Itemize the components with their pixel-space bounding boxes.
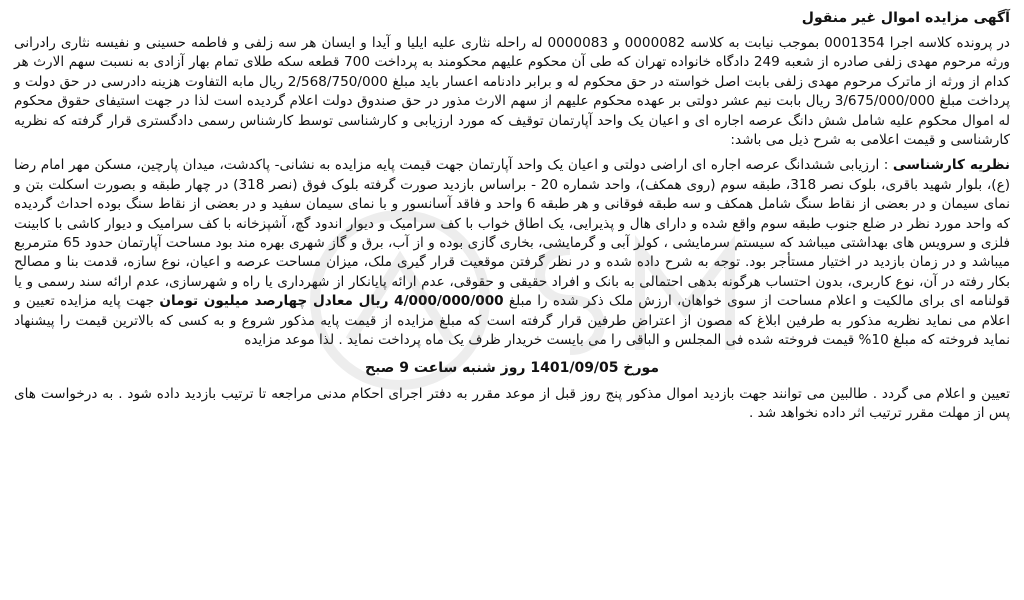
- expert-opinion-text: : ارزیابی ششدانگ عرصه اجاره ای اراضی دولتی و اعیان یک واحد آپارتمان جهت قیمت پایه مزایده به نشانی- پاکدشت، میدان پارچین، مسکن مهر امام رضا (ع)، بلوار شهید باقری، بلوک نصر 318، طبقه سوم (روی همکف)، واحد شماره 20 - براساس بازدید صورت گرفته بلوک فوق (نصر 318) در چهار طبقه و بصورت اسکلت بتن و نمای سیمان و در بعضی از نقاط سنگ شامل همکف و سه طبقه فوقانی و هر طبقه 6 واحد و فاقد آسانسور و با نمای سیمان سفید و در بعضی از نقاط سنگ بوده احداث گردیده که واحد مورد نظر در ضلع جنوب طبقه سوم واقع شده و دارای هال و پذیرایی، یک اطاق خواب با کف سرامیک و دیوار اندود گچ، آشپزخانه با کف سرامیک و دیوار کاشی با کابینت فلزی و سرویس های بهداشتی میباشد که سیستم سرمایشی ، کولر آبی و گرمایشی، بخاری گازی بوده و از آب، برق و گاز شهری بهره مند بود مساحت آپارتمان حدود 65 مترمربع میباشد و در زمان بازدید در اختیار مستأجر بود. توجه به شرح داده شده و در نظر گرفتن موقعیت قرار گیری ملک، میزان مساحت عرصه و اعیان، نوع سازه، قدمت بنا و مصالح بکار رفته در آن، نوع کاربری، بدون احتساب هرگونه بدهی احتمالی به بانک و افراد حقیقی و حقوقی، عدم ارائه پایانکار از شهرداری یا راه و شهرسازی، عدم ارائه سند رسمی و یا قولنامه ای برای مالکیت و اعلام مساحت از سوی خواهان، ارزش ملک ذکر شده را مبلغ: [14, 157, 1010, 310]
- visit-paragraph: تعیین و اعلام می گردد . طالبین می توانند جهت بازدید اموال مذکور پنج روز قبل از موعد مقرر به دفتر اجرای احکام مدنی مراجعه تا ترتیب بازدید داده شود . به درخواست های پس از مهلت مقرر ترتیب اثر داده نخواهد شد .: [14, 385, 1010, 421]
- auction-date: مورخ 1401/09/05 روز شنبه ساعت 9 صبح: [364, 359, 659, 376]
- expert-opinion-tail: جهت پایه مزایده تعیین و اعلام می نماید نظریه مذکور به طرفین ابلاغ که مصون از اعتراض طرفین قرار گرفته است که مبلغ مزایده از قیمت پایه مذکور شروع و به کسی که بالاترین قیمت را پیشنهاد نماید فروخته که مبلغ 10% قیمت فروخته شده فی المجلس و الباقی را می بایست خریدار ظرف یک ماه پرداخت نماید . لذا موعد مزایده: [14, 293, 1010, 349]
- base-price: 4/000/000/000 ریال معادل چهارصد میلیون تومان: [159, 293, 504, 310]
- case-paragraph: در پرونده کلاسه اجرا 0001354 بموجب نیابت به کلاسه 0000082 و 0000083 له راحله نثاری علیه ایلیا و آیدا و ایسان هر سه زلفی و فاطمه حسینی و نفیسه نثاری رادرانی ورثه مرحوم مهدی زلفی صادره از شعبه 249 دادگاه خانواده تهران که طی آن محکوم علیهم محکومند به پرداخت 700 قطعه سکه طلای تمام بهار آزادی به نسبت سهم الارث هر کدام از ورثه از ماترک مرحوم مهدی زلفی بابت اصل خواسته در حق محکوم له و برابر دادنامه اعسار باید مبلغ 2/568/750/000 ریال مابه التفاوت هزینه دادرسی در حق دولت و پرداخت مبلغ 3/675/000/000 ریال بابت نیم عشر دولتی بر عهده محکوم علیهم از سهم الارث مذور در حق صندوق دولت اعلام گردیده است لذا در جهت استیفای حقوق محکوم له اموال محکوم علیه شامل شش دانگ عرصه اجاره ای و اعیان یک واحد آپارتمان توقیف که مورد ارزیابی و کارشناسی توسط کارشناس رسمی دادگستری قرار گرفته که نظریه کارشناسی و قیمت اعلامی به شرح ذیل می باشد:: [14, 35, 1011, 149]
- expert-opinion-paragraph: [14, 156, 1010, 350]
- notice-title: آگهی مزایده اموال غیر منقول: [801, 10, 1010, 26]
- expert-opinion-label: نظریه کارشناسی: [892, 157, 1010, 174]
